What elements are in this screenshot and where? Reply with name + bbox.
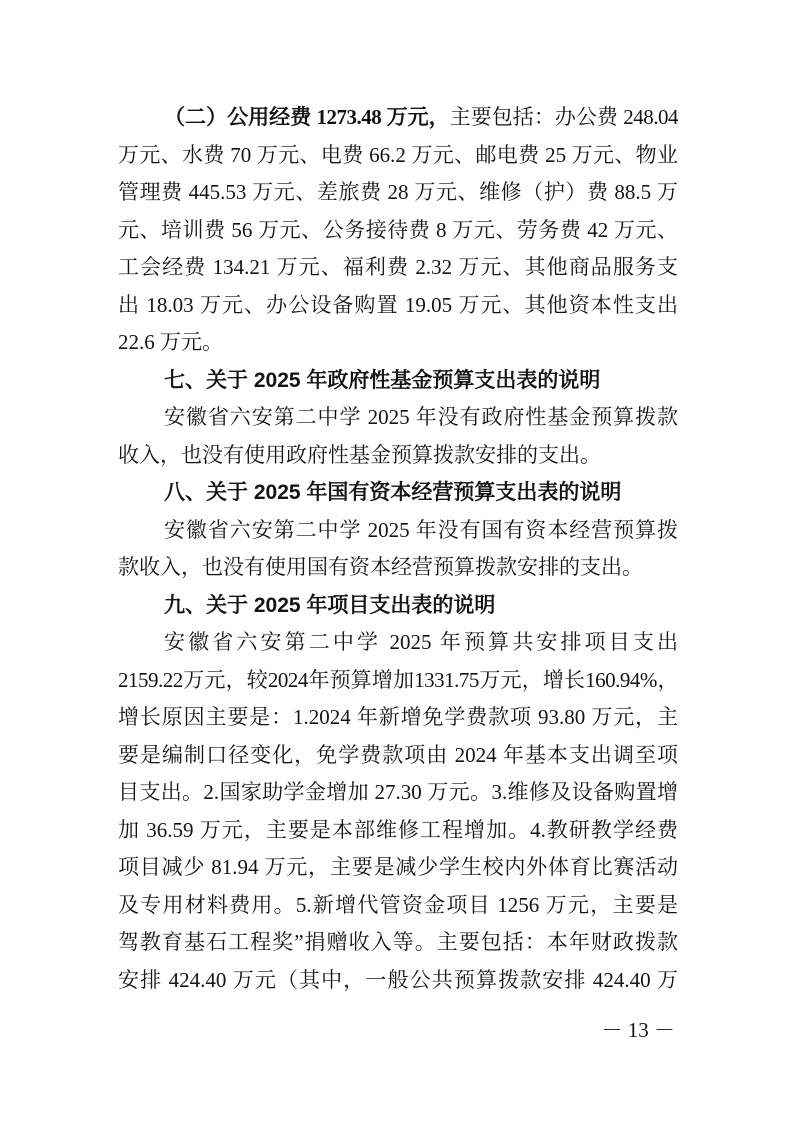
page-number: － 13 － bbox=[601, 1018, 675, 1042]
section-heading: 七、关于 2025 年政府性基金预算支出表的说明 bbox=[164, 368, 601, 392]
text-line: 安徽省六安第二中学 2025 年没有国有资本经营预算拨 bbox=[164, 517, 678, 542]
text-line bbox=[118, 99, 678, 137]
text-line: 安排 424.40 万元（其中，一般公共预算拨款安排 424.40 万 bbox=[118, 967, 678, 992]
text-line: 元、培训费 56 万元、公务接待费 8 万元、劳务费 42 万元、 bbox=[118, 217, 678, 242]
section-seven bbox=[118, 362, 678, 475]
text-line: 安徽省六安第二中学 2025 年没有政府性基金预算拨款 bbox=[164, 405, 678, 429]
document-body bbox=[118, 99, 678, 999]
text-line: 安徽省六安第二中学 2025 年预算共安排项目支出 bbox=[164, 630, 678, 654]
text-line: 出 18.03 万元、办公设备购置 19.05 万元、其他资本性支出 bbox=[118, 292, 678, 317]
text-line: 目支出。2.国家助学金增加 27.30 万元。3.维修及设备购置增 bbox=[118, 780, 678, 804]
text-line: 加 36.59 万元，主要是本部维修工程增加。4.教研教学经费 bbox=[118, 817, 678, 842]
text-line: 22.6 万元。 bbox=[118, 330, 223, 354]
section-heading: 八、关于 2025 年国有资本经营预算支出表的说明 bbox=[164, 481, 622, 504]
text-line: 2159.22万元，较2024年预算增加1331.75万元，增长160.94%， bbox=[118, 667, 678, 692]
public-funds-lead-rest: 主要包括：办公费 248.04 bbox=[449, 105, 678, 129]
text-line: 要是编制口径变化，免学费款项由 2024 年基本支出调至项 bbox=[118, 742, 678, 767]
section-heading: 九、关于 2025 年项目支出表的说明 bbox=[164, 593, 496, 617]
text-line: 增长原因主要是：1.2024 年新增免学费款项 93.80 万元，主 bbox=[118, 705, 678, 729]
text-line: 款收入，也没有使用国有资本经营预算拨款安排的支出。 bbox=[118, 555, 643, 579]
text-line: 管理费 445.53 万元、差旅费 28 万元、维修（护）费 88.5 万 bbox=[118, 180, 678, 204]
text-line: 万元、水费 70 万元、电费 66.2 万元、邮电费 25 万元、物业 bbox=[118, 142, 678, 167]
text-line: 驾教育基石工程奖”捐赠收入等。主要包括：本年财政拨款 bbox=[118, 930, 678, 954]
text-line: 项目减少 81.94 万元，主要是减少学生校内外体育比赛活动 bbox=[118, 855, 678, 879]
text-line: 收入，也没有使用政府性基金预算拨款安排的支出。 bbox=[118, 442, 601, 467]
text-line: 及专用材料费用。5.新增代管资金项目 1256 万元，主要是 bbox=[118, 892, 678, 917]
section-eight bbox=[118, 474, 678, 587]
text-line: 工会经费 134.21 万元、福利费 2.32 万元、其他商品服务支 bbox=[118, 255, 678, 279]
public-funds-lead: （二）公用经费 1273.48 万元， bbox=[164, 105, 450, 129]
public-funds-paragraph bbox=[118, 99, 678, 362]
section-nine bbox=[118, 587, 678, 1000]
